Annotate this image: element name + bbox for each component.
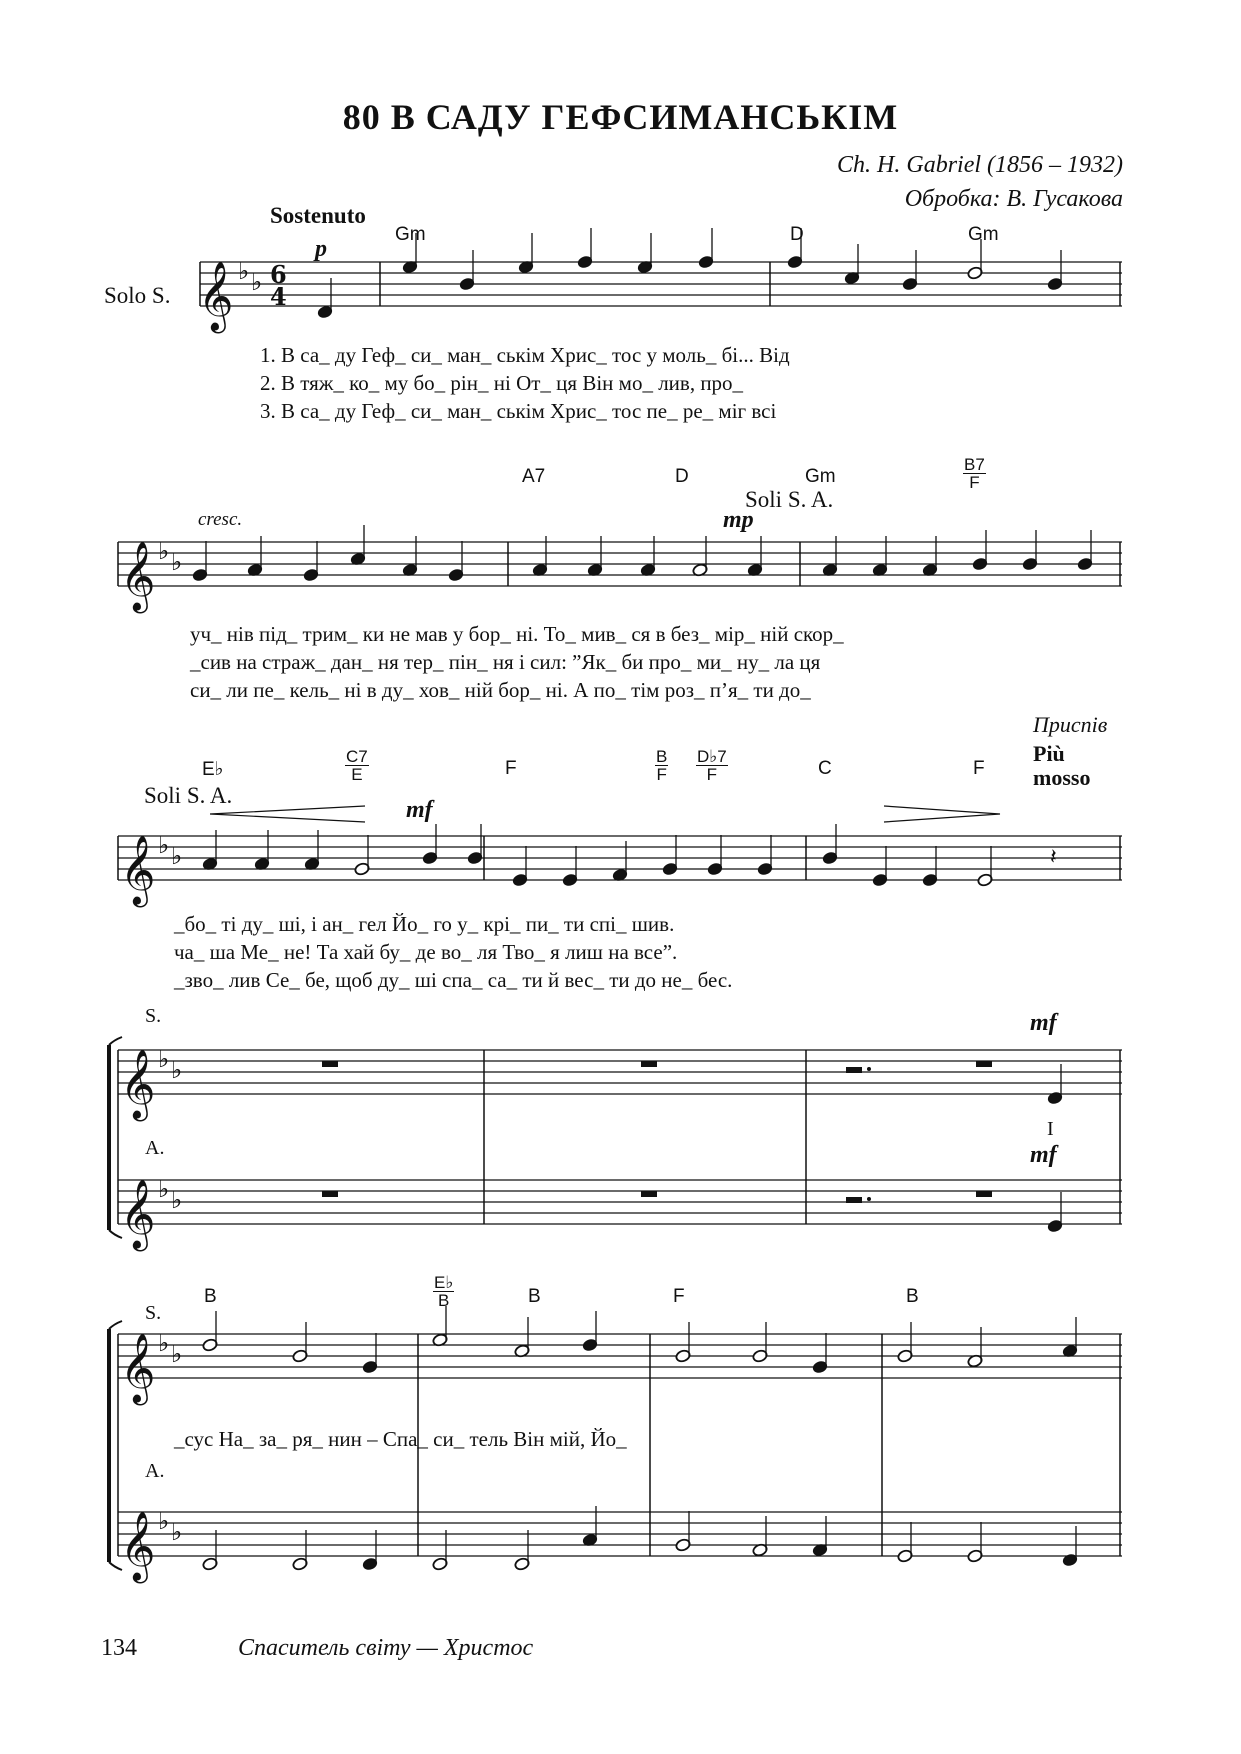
lyric-s4-v1: _сус На_ за_ ря_ нин – Спа_ си_ тель Він мій, Йо_ (174, 1427, 627, 1451)
chord-eb-1: E♭ (202, 759, 224, 780)
soli-label-1: Soli S. A. (745, 487, 834, 512)
time-signature (270, 260, 287, 311)
voice-label-soprano: S. (145, 1005, 162, 1027)
whole-rest-s-2 (641, 1061, 657, 1067)
treble-clef-6: 𝄞 (120, 1333, 156, 1403)
rests (322, 1061, 992, 1203)
chord-f-3: F (673, 1286, 685, 1307)
cresc-marking: cresc. (198, 509, 243, 530)
svg-text:♭: ♭ (158, 1045, 170, 1073)
notes-layer (192, 228, 1093, 1571)
treble-clef-5: 𝄞 (120, 1179, 156, 1249)
chord-b-1: B (204, 1286, 217, 1307)
dynamic-mp: mp (723, 507, 754, 533)
chord-b7-over-f: $\frac{B7}{F}$ (964, 455, 985, 492)
staff-4-soprano (118, 1334, 1122, 1378)
staff-4-alto (118, 1512, 1122, 1556)
svg-text:♭: ♭ (158, 1175, 170, 1203)
chord-c7-over-e: $\frac{C7}{E}$ (346, 747, 368, 784)
chord-b-over-f: $\frac{B}{F}$ (656, 747, 668, 784)
chord-a7: A7 (522, 466, 546, 487)
whole-rest-a-1 (322, 1191, 338, 1197)
chord-b-3: B (906, 1286, 919, 1307)
svg-text:4: 4 (270, 282, 287, 311)
key-signatures (158, 257, 262, 1546)
lyric-s3-v2: ча_ ша Ме_ не! Та хай бу_ де во_ ля Тво_ я лиш на все”. (174, 940, 678, 964)
chord-db7-over-f: $\frac{D♭7}{F}$ (697, 747, 727, 784)
svg-text:♭: ♭ (158, 1507, 170, 1535)
half-rest-a (846, 1197, 862, 1203)
svg-text:♭: ♭ (251, 268, 263, 296)
lyric-s1-v3: 3. В са_ ду Геф_ си_ ман_ ськім Хрис_ тос пе_ ре_ міг всі (260, 399, 777, 423)
whole-rest-a-2 (641, 1191, 657, 1197)
svg-text:♭: ♭ (158, 831, 170, 859)
solo-label: Solo S. (104, 283, 171, 308)
dynamic-mf-2: mf (1030, 1010, 1057, 1036)
composer-credit: Ch. H. Gabriel (1856 – 1932) (837, 152, 1123, 178)
treble-clef-7: 𝄞 (120, 1511, 156, 1581)
lyric-s2-v1: уч_ нів під_ трим_ ки не мав у бор_ ні. То_ мив_ ся в без_ мір_ ній скор_ (190, 622, 844, 646)
voice-label-soprano-2: S. (145, 1302, 162, 1324)
treble-clef-2: 𝄞 (120, 541, 156, 611)
svg-text:♭: ♭ (171, 1340, 183, 1368)
quarter-rest: 𝄽 (1050, 845, 1057, 870)
chord-c-1: C (818, 758, 832, 779)
staff-3-alto (118, 1180, 1122, 1224)
chord-gm-3: Gm (805, 466, 836, 487)
half-rest-s (846, 1067, 862, 1073)
chord-b-2: B (528, 1286, 541, 1307)
svg-text:♭: ♭ (171, 548, 183, 576)
divisi-marker: I (1047, 1118, 1054, 1140)
dynamic-mf-1: mf (406, 797, 433, 823)
whole-rest-s-3 (976, 1061, 992, 1067)
chord-f-1: F (505, 758, 517, 779)
svg-text:♭: ♭ (238, 257, 250, 285)
chord-gm-2: Gm (968, 224, 999, 245)
svg-text:♭: ♭ (171, 1056, 183, 1084)
whole-rest-s-1 (322, 1061, 338, 1067)
lyric-s3-v1: _бо_ ті ду_ ші, і ан_ гел Йо_ го у_ крі_ пи_ ти спі_ шив. (174, 912, 675, 936)
svg-text:♭: ♭ (158, 1329, 170, 1357)
staff-1 (200, 262, 1122, 306)
chord-d-1: D (790, 224, 804, 245)
refrain-label: Приспів (1033, 712, 1108, 737)
staff-3-soprano (118, 1050, 1122, 1094)
svg-text:♭: ♭ (158, 537, 170, 565)
clefs (120, 261, 233, 1583)
staff-2 (118, 542, 1122, 586)
lyric-s1-v1: 1. В са_ ду Геф_ си_ ман_ ськім Хрис_ тос у моль_ бі... Від (260, 343, 790, 367)
dynamic-p: p (315, 236, 327, 262)
chord-eb-over-b: $\frac{E♭}{B}$ (434, 1273, 454, 1310)
dynamic-mf-3: mf (1030, 1142, 1057, 1168)
hymn-title: 80 В САДУ ГЕФСИМАНСЬКІМ (342, 97, 899, 137)
svg-text:♭: ♭ (171, 842, 183, 870)
voice-label-alto: A. (145, 1137, 165, 1159)
tempo-marking: Sostenuto (270, 203, 366, 228)
lyric-s2-v2: _сив на страж_ дан_ ня тер_ пін_ ня і сил: ”Як_ би про_ ми_ ну_ ла ця (190, 650, 821, 674)
treble-clef-3: 𝄞 (120, 835, 156, 905)
lyric-s3-v3: _зво_ лив Се_ бе, щоб ду_ ші спа_ са_ ти й вес_ ти до не_ бес. (174, 968, 733, 992)
soli-label-2: Soli S. A. (144, 783, 233, 808)
hairpins (210, 806, 1000, 822)
tempo-mosso: mosso (1033, 765, 1091, 790)
chord-d-2: D (675, 466, 689, 487)
chord-f-2: F (973, 758, 985, 779)
page-number: 134 (101, 1635, 137, 1661)
tempo-piu: Più (1033, 741, 1065, 766)
lyric-s2-v3: си_ ли пе_ кель_ ні в ду_ хов_ ній бор_ ні. А по_ тім роз_ п’я_ ти до_ (190, 678, 811, 702)
treble-clef-1: 𝄞 (198, 261, 234, 331)
svg-text:♭: ♭ (171, 1186, 183, 1214)
arranger-credit: Обробка: В. Гусакова (904, 186, 1123, 212)
book-title: Спаситель світу — Христос (238, 1635, 534, 1661)
voice-label-alto-2: A. (145, 1460, 165, 1482)
treble-clef-4: 𝄞 (120, 1049, 156, 1119)
svg-text:♭: ♭ (171, 1518, 183, 1546)
lyric-s1-v2: 2. В тяж_ ко_ му бо_ рін_ ні От_ ця Він мо_ лив, про_ (260, 371, 744, 395)
chord-gm-1: Gm (395, 224, 426, 245)
svg-text:6: 6 (270, 260, 287, 289)
whole-rest-a-3 (976, 1191, 992, 1197)
